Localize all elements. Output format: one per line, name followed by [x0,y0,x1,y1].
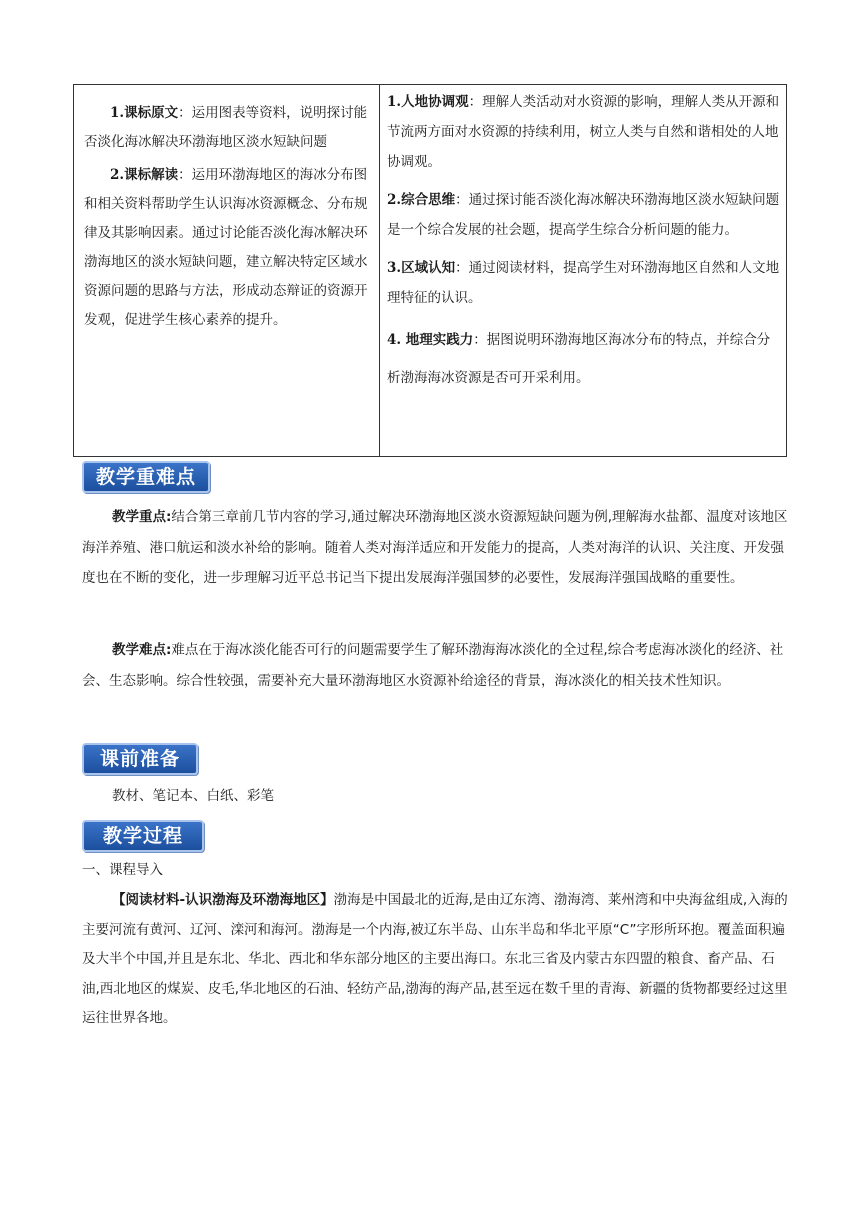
literacy-region-paragraph [387,253,780,313]
reading-material-paragraph [82,886,788,1034]
literacy-synthesis-paragraph [387,185,780,245]
standard-interpretation-paragraph [84,161,371,335]
literacy-region-label: 3.区域认知 [387,260,456,276]
section-badge-process: 教学过程 [82,820,204,852]
literacy-harmony-paragraph [387,87,780,177]
teaching-difficulty-text: 难点在于海冰淡化能否可行的问题需要学生了解环渤海海冰淡化的全过程,综合考虑海冰淡化的经济、社会、生态影响。综合性较强，需要补充大量环渤海地区水资源补给途径的背景，海冰淡化的相关技术性知识。 [82,642,784,689]
literacy-harmony-label: 1.人地协调观 [387,94,469,110]
teaching-focus-label: 教学重点: [112,509,172,525]
standard-original-paragraph [84,99,371,157]
teaching-difficulty-paragraph [82,635,788,696]
literacy-region-text: ：通过阅读材料，提高学生对环渤海地区自然和人文地理特征的认识。 [387,260,780,306]
reading-material-label: 【阅读材料-认识渤海及环渤海地区】 [112,892,334,908]
standard-original-label: 1.课标原文 [110,105,179,121]
curriculum-standards-table [73,84,787,457]
literacy-synthesis-label: 2.综合思维 [387,192,456,208]
literacy-practice-label: 4. 地理实践力 [387,332,474,348]
literacy-practice-paragraph [387,321,780,397]
preparation-materials: 教材、笔记本、白纸、彩笔 [112,788,274,804]
standard-original-text: ：运用图表等资料，说明探讨能否淡化海冰解决环渤海地区淡水短缺问题 [84,105,368,150]
process-subheading: 一、课程导入 [82,862,163,878]
teaching-focus-text: 结合第三章前几节内容的学习,通过解决环渤海地区淡水资源短缺问题为例,理解海水盐都、温度对该地区海洋养殖、港口航运和淡水补给的影响。随着人类对海洋适应和开发能力的提高，人类对海洋的认识、关注度、开发强度也在不断的变化，进一步理解习近平总书记当下提出发展海洋强国梦的必要性，发展海洋强国战略的重要性。 [82,509,788,586]
teaching-focus-paragraph [82,502,788,594]
section-badge-preparation: 课前准备 [82,743,198,775]
teaching-difficulty-label: 教学难点: [112,642,172,658]
literacy-harmony-text: ：理解人类活动对水资源的影响，理解人类从开源和节流两方面对水资源的持续利用，树立人类与自然和谐相处的人地协调观。 [387,94,780,170]
standard-interpretation-text: ：运用环渤海地区的海冰分布图和相关资料帮助学生认识海冰资源概念、分布规律及其影响因素。通过讨论能否淡化海冰解决环渤海地区的淡水短缺问题，建立解决特定区域水资源问题的思路与方法，形成动态辩证的资源开发观，促进学生核心素养的提升。 [84,167,368,328]
standard-interpretation-label: 2.课标解读 [110,167,179,183]
reading-material-text: 渤海是中国最北的近海,是由辽东湾、渤海湾、莱州湾和中央海盆组成,入海的主要河流有黄河、辽河、滦河和海河。渤海是一个内海,被辽东半岛、山东半岛和华北平原“C”字形所环抱。覆盖面积遍及大半个中国,并且是东北、华北、西北和华东部分地区的主要出海口。东北三省及内蒙古东四盟的粮食、畜产品、石油,西北地区的煤炭、皮毛,华北地区的石油、轻纺产品,渤海的海产品,甚至远在数千里的青海、新疆的货物都要经过这里运往世界各地。 [82,892,788,1026]
standards-right-cell [380,85,786,456]
literacy-synthesis-text: ：通过探讨能否淡化海冰解决环渤海地区淡水短缺问题是一个综合发展的社会题，提高学生综合分析问题的能力。 [387,192,780,238]
section-badge-key-difficult: 教学重难点 [82,461,210,493]
standards-left-cell [74,85,380,456]
literacy-practice-text: ：据图说明环渤海地区海冰分布的特点，并综合分析渤海海冰资源是否可开采利用。 [387,332,771,386]
